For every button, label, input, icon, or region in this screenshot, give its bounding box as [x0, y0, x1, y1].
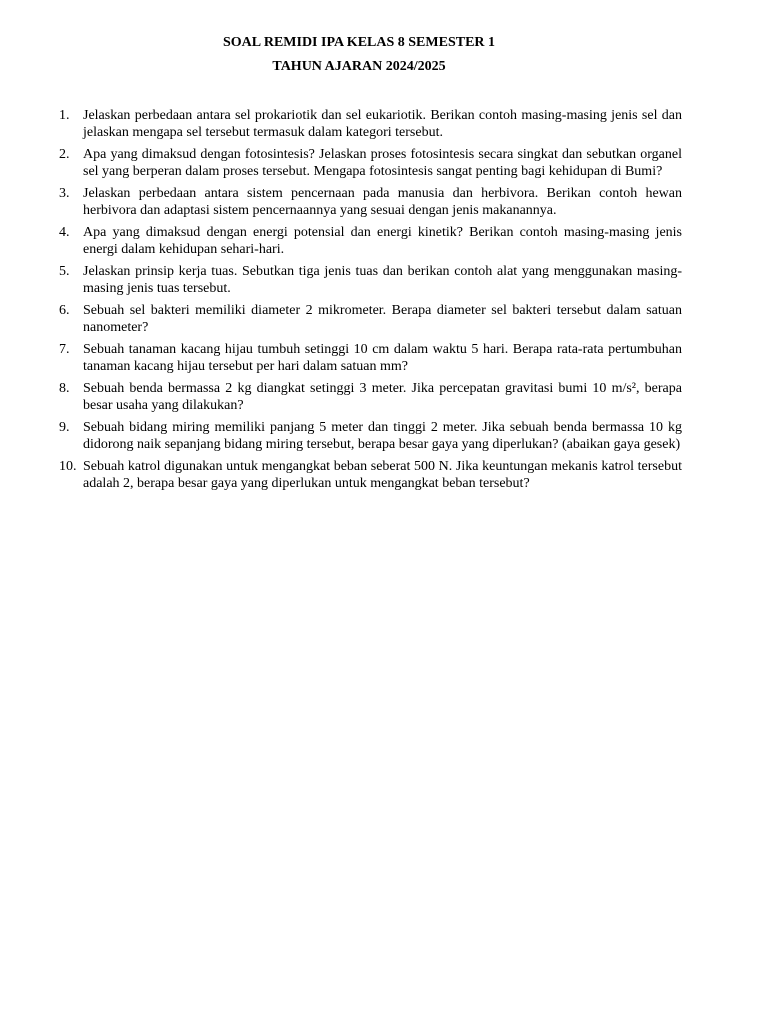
question-text: Sebuah bidang miring memiliki panjang 5 meter dan tinggi 2 meter. Jika sebuah benda bermassa 10 kg didorong naik sepanjang bidang miring tersebut, berapa besar gaya yang diperlukan? (abaikan gaya gesek): [83, 420, 682, 452]
question-item-6: [59, 302, 682, 336]
question-text: Sebuah benda bermassa 2 kg diangkat setinggi 3 meter. Jika percepatan gravitasi bumi 10 m/s², berapa besar usaha yang dilakukan?: [83, 381, 682, 413]
question-text: Apa yang dimaksud dengan fotosintesis? Jelaskan proses fotosintesis secara singkat dan sebutkan organel sel yang berperan dalam proses tersebut. Mengapa fotosintesis sangat penting bagi kehidupan di Bumi?: [83, 147, 682, 179]
question-item-9: [59, 419, 682, 453]
question-number: 10.: [59, 459, 77, 474]
question-text: Sebuah tanaman kacang hijau tumbuh setinggi 10 cm dalam waktu 5 hari. Berapa rata-rata pertumbuhan tanaman kacang hijau tersebut per hari dalam satuan mm?: [83, 342, 682, 374]
question-item-4: [59, 224, 682, 258]
question-text: Sebuah katrol digunakan untuk mengangkat beban seberat 500 N. Jika keuntungan mekanis katrol tersebut adalah 2, berapa besar gaya yang diperlukan untuk mengangkat beban tersebut?: [83, 459, 682, 491]
question-item-10: [59, 458, 682, 492]
question-item-8: [59, 380, 682, 414]
question-text: Jelaskan perbedaan antara sistem pencernaan pada manusia dan herbivora. Berikan contoh hewan herbivora dan adaptasi sistem pencernaannya yang sesuai dengan jenis makanannya.: [83, 186, 682, 218]
question-item-2: [59, 146, 682, 180]
question-text: Jelaskan perbedaan antara sel prokariotik dan sel eukariotik. Berikan contoh masing-masing jenis sel dan jelaskan mengapa sel tersebut termasuk dalam kategori tersebut.: [83, 108, 682, 140]
question-number: 7.: [59, 342, 70, 357]
question-number: 4.: [59, 225, 70, 240]
question-number: 1.: [59, 108, 70, 123]
question-item-1: [59, 107, 682, 141]
question-number: 9.: [59, 420, 70, 435]
question-item-7: [59, 341, 682, 375]
question-text: Apa yang dimaksud dengan energi potensial dan energi kinetik? Berikan contoh masing-masing jenis energi dalam kehidupan sehari-hari.: [83, 225, 682, 257]
question-number: 5.: [59, 264, 70, 279]
question-item-5: [59, 263, 682, 297]
question-number: 3.: [59, 186, 70, 201]
question-list: [59, 107, 682, 497]
question-item-3: [59, 185, 682, 219]
question-number: 2.: [59, 147, 70, 162]
document-subtitle: TAHUN AJARAN 2024/2025: [272, 59, 446, 74]
question-number: 6.: [59, 303, 70, 318]
question-text: Jelaskan prinsip kerja tuas. Sebutkan tiga jenis tuas dan berikan contoh alat yang menggunakan masing-masing jenis tuas tersebut.: [83, 264, 682, 296]
question-text: Sebuah sel bakteri memiliki diameter 2 mikrometer. Berapa diameter sel bakteri tersebut dalam satuan nanometer?: [83, 303, 682, 335]
question-number: 8.: [59, 381, 70, 396]
document-title: SOAL REMIDI IPA KELAS 8 SEMESTER 1: [222, 35, 496, 50]
